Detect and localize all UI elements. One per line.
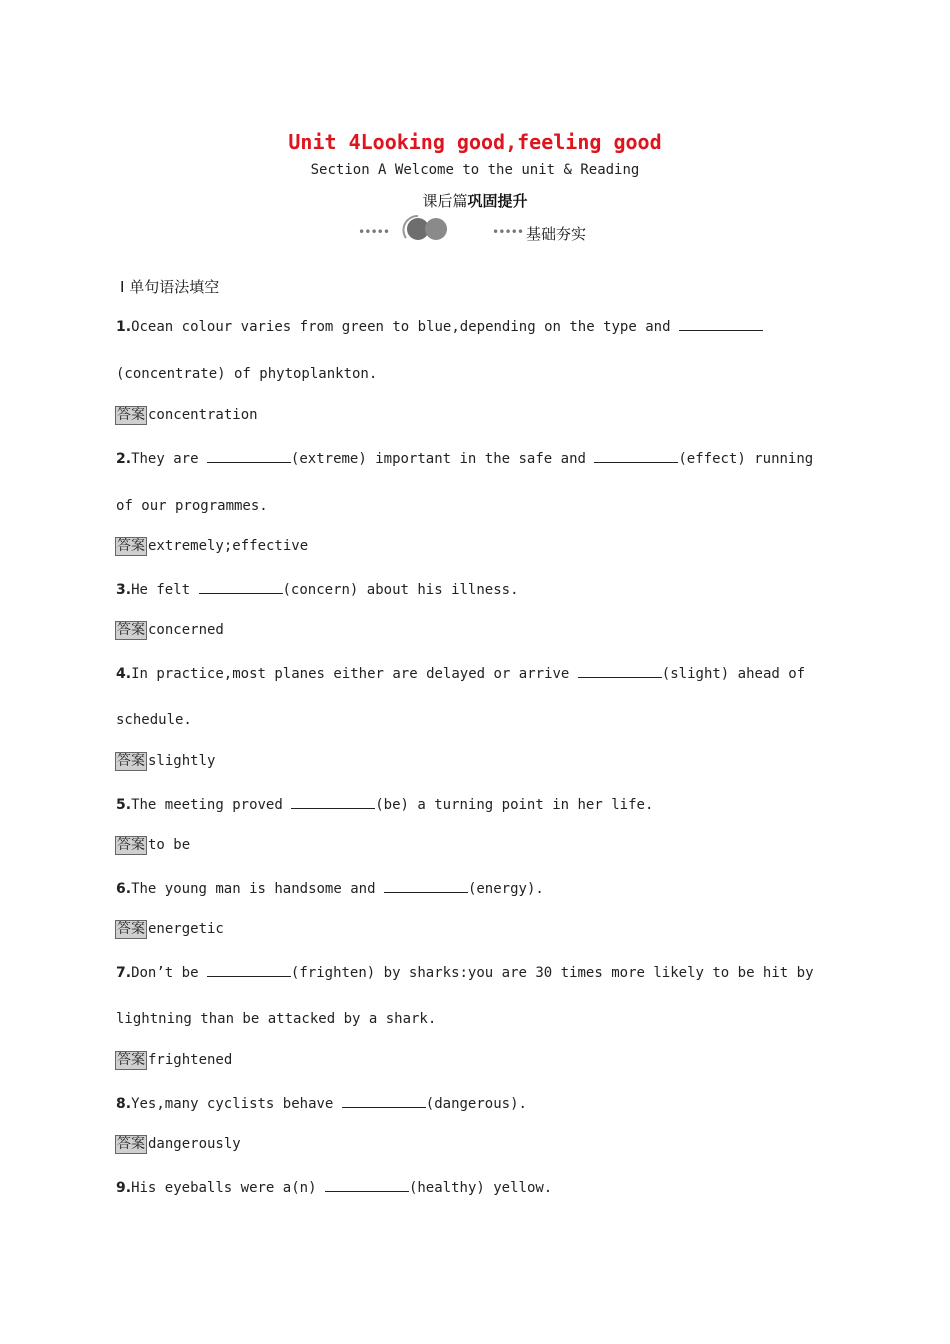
answer-4 <box>115 752 215 771</box>
question-text-post: (frighten) by sharks:you are 30 times more likely to be hit by <box>290 965 814 981</box>
answer-5 <box>115 836 190 855</box>
exercise-type <box>0 190 950 211</box>
answer-7 <box>115 1051 232 1070</box>
question-text-post: (concern) about his illness. <box>282 582 519 598</box>
fill-blank[interactable] <box>679 318 763 331</box>
question-text: Yes,many cyclists behave <box>131 1096 342 1112</box>
level-banner <box>350 212 610 246</box>
question-number: 3. <box>116 582 132 598</box>
question-7 <box>116 964 814 981</box>
answer-tag: 答案 <box>117 753 145 769</box>
answer-tag: 答案 <box>117 1136 145 1152</box>
answer-text: extremely;effective <box>148 538 309 554</box>
question-text: In practice,most planes either are delayed or arrive <box>131 666 578 682</box>
question-text: Ocean colour varies from green to blue,depending on the type and <box>131 319 679 335</box>
answer-tag: 答案 <box>117 1052 145 1068</box>
fill-blank[interactable] <box>578 665 662 678</box>
question-5 <box>116 796 653 813</box>
question-number: 4. <box>116 666 132 682</box>
double-circle-icon <box>396 212 456 244</box>
answer-1 <box>115 406 258 425</box>
question-text: The meeting proved <box>131 797 292 813</box>
question-number: 8. <box>116 1096 132 1112</box>
question-7-continued: lightning than be attacked by a shark. <box>116 1011 437 1027</box>
fill-blank[interactable] <box>207 964 291 977</box>
question-text-post: (slight) ahead of <box>661 666 806 682</box>
question-number: 2. <box>116 451 132 467</box>
question-number: 1. <box>116 319 132 335</box>
answer-text: energetic <box>148 921 224 937</box>
question-text-mid: (extreme) important in the safe and <box>290 451 595 467</box>
question-6 <box>116 880 544 897</box>
fill-blank[interactable] <box>342 1095 426 1108</box>
question-text: His eyeballs were a(n) <box>131 1180 325 1196</box>
question-2-continued: of our programmes. <box>116 498 268 514</box>
banner-dots-left: ••••• <box>358 225 390 239</box>
question-1-continued: (concentrate) of phytoplankton. <box>116 366 378 382</box>
answer-tag: 答案 <box>117 837 145 853</box>
question-text: They are <box>131 451 207 467</box>
answer-text: to be <box>148 837 191 853</box>
exercise-type-emphasis: 巩固提升 <box>467 192 528 210</box>
fill-blank[interactable] <box>199 581 283 594</box>
question-text-post: (healthy) yellow. <box>408 1180 553 1196</box>
answer-2 <box>115 537 308 556</box>
banner-dots-right: ••••• <box>492 225 524 239</box>
fill-blank[interactable] <box>291 796 375 809</box>
answer-text: frightened <box>148 1052 233 1068</box>
answer-tag: 答案 <box>117 622 145 638</box>
answer-text: concentration <box>148 407 258 423</box>
question-number: 7. <box>116 965 132 981</box>
banner-label: 基础夯实 <box>526 225 587 243</box>
question-text: He felt <box>131 582 199 598</box>
question-9 <box>116 1179 552 1196</box>
answer-text: dangerously <box>148 1136 241 1152</box>
question-1 <box>116 318 763 335</box>
question-8 <box>116 1095 527 1112</box>
page-title: Unit 4Looking good,feeling good <box>288 130 662 154</box>
question-4-continued: schedule. <box>116 712 192 728</box>
answer-tag: 答案 <box>117 538 145 554</box>
question-text: Don’t be <box>131 965 207 981</box>
answer-tag: 答案 <box>117 921 145 937</box>
question-text-post: (be) a turning point in her life. <box>375 797 654 813</box>
section-heading: Ⅰ 单句语法填空 <box>120 278 220 296</box>
question-2 <box>116 450 813 467</box>
fill-blank[interactable] <box>384 880 468 893</box>
answer-6 <box>115 920 224 939</box>
exercise-type-prefix: 课后篇 <box>422 192 468 210</box>
question-text-post: (dangerous). <box>425 1096 527 1112</box>
question-number: 5. <box>116 797 132 813</box>
answer-8 <box>115 1135 241 1154</box>
question-text-post: (energy). <box>467 881 544 897</box>
question-text-post: (effect) running <box>678 451 814 467</box>
question-number: 9. <box>116 1180 132 1196</box>
question-text: The young man is handsome and <box>131 881 384 897</box>
section-subtitle: Section A Welcome to the unit & Reading <box>310 162 640 178</box>
fill-blank[interactable] <box>594 450 678 463</box>
fill-blank[interactable] <box>325 1179 409 1192</box>
answer-3 <box>115 621 224 640</box>
fill-blank[interactable] <box>207 450 291 463</box>
answer-text: concerned <box>148 622 224 638</box>
question-3 <box>116 581 519 598</box>
question-number: 6. <box>116 881 132 897</box>
answer-tag: 答案 <box>117 407 145 423</box>
answer-text: slightly <box>148 753 216 769</box>
question-4 <box>116 665 805 682</box>
